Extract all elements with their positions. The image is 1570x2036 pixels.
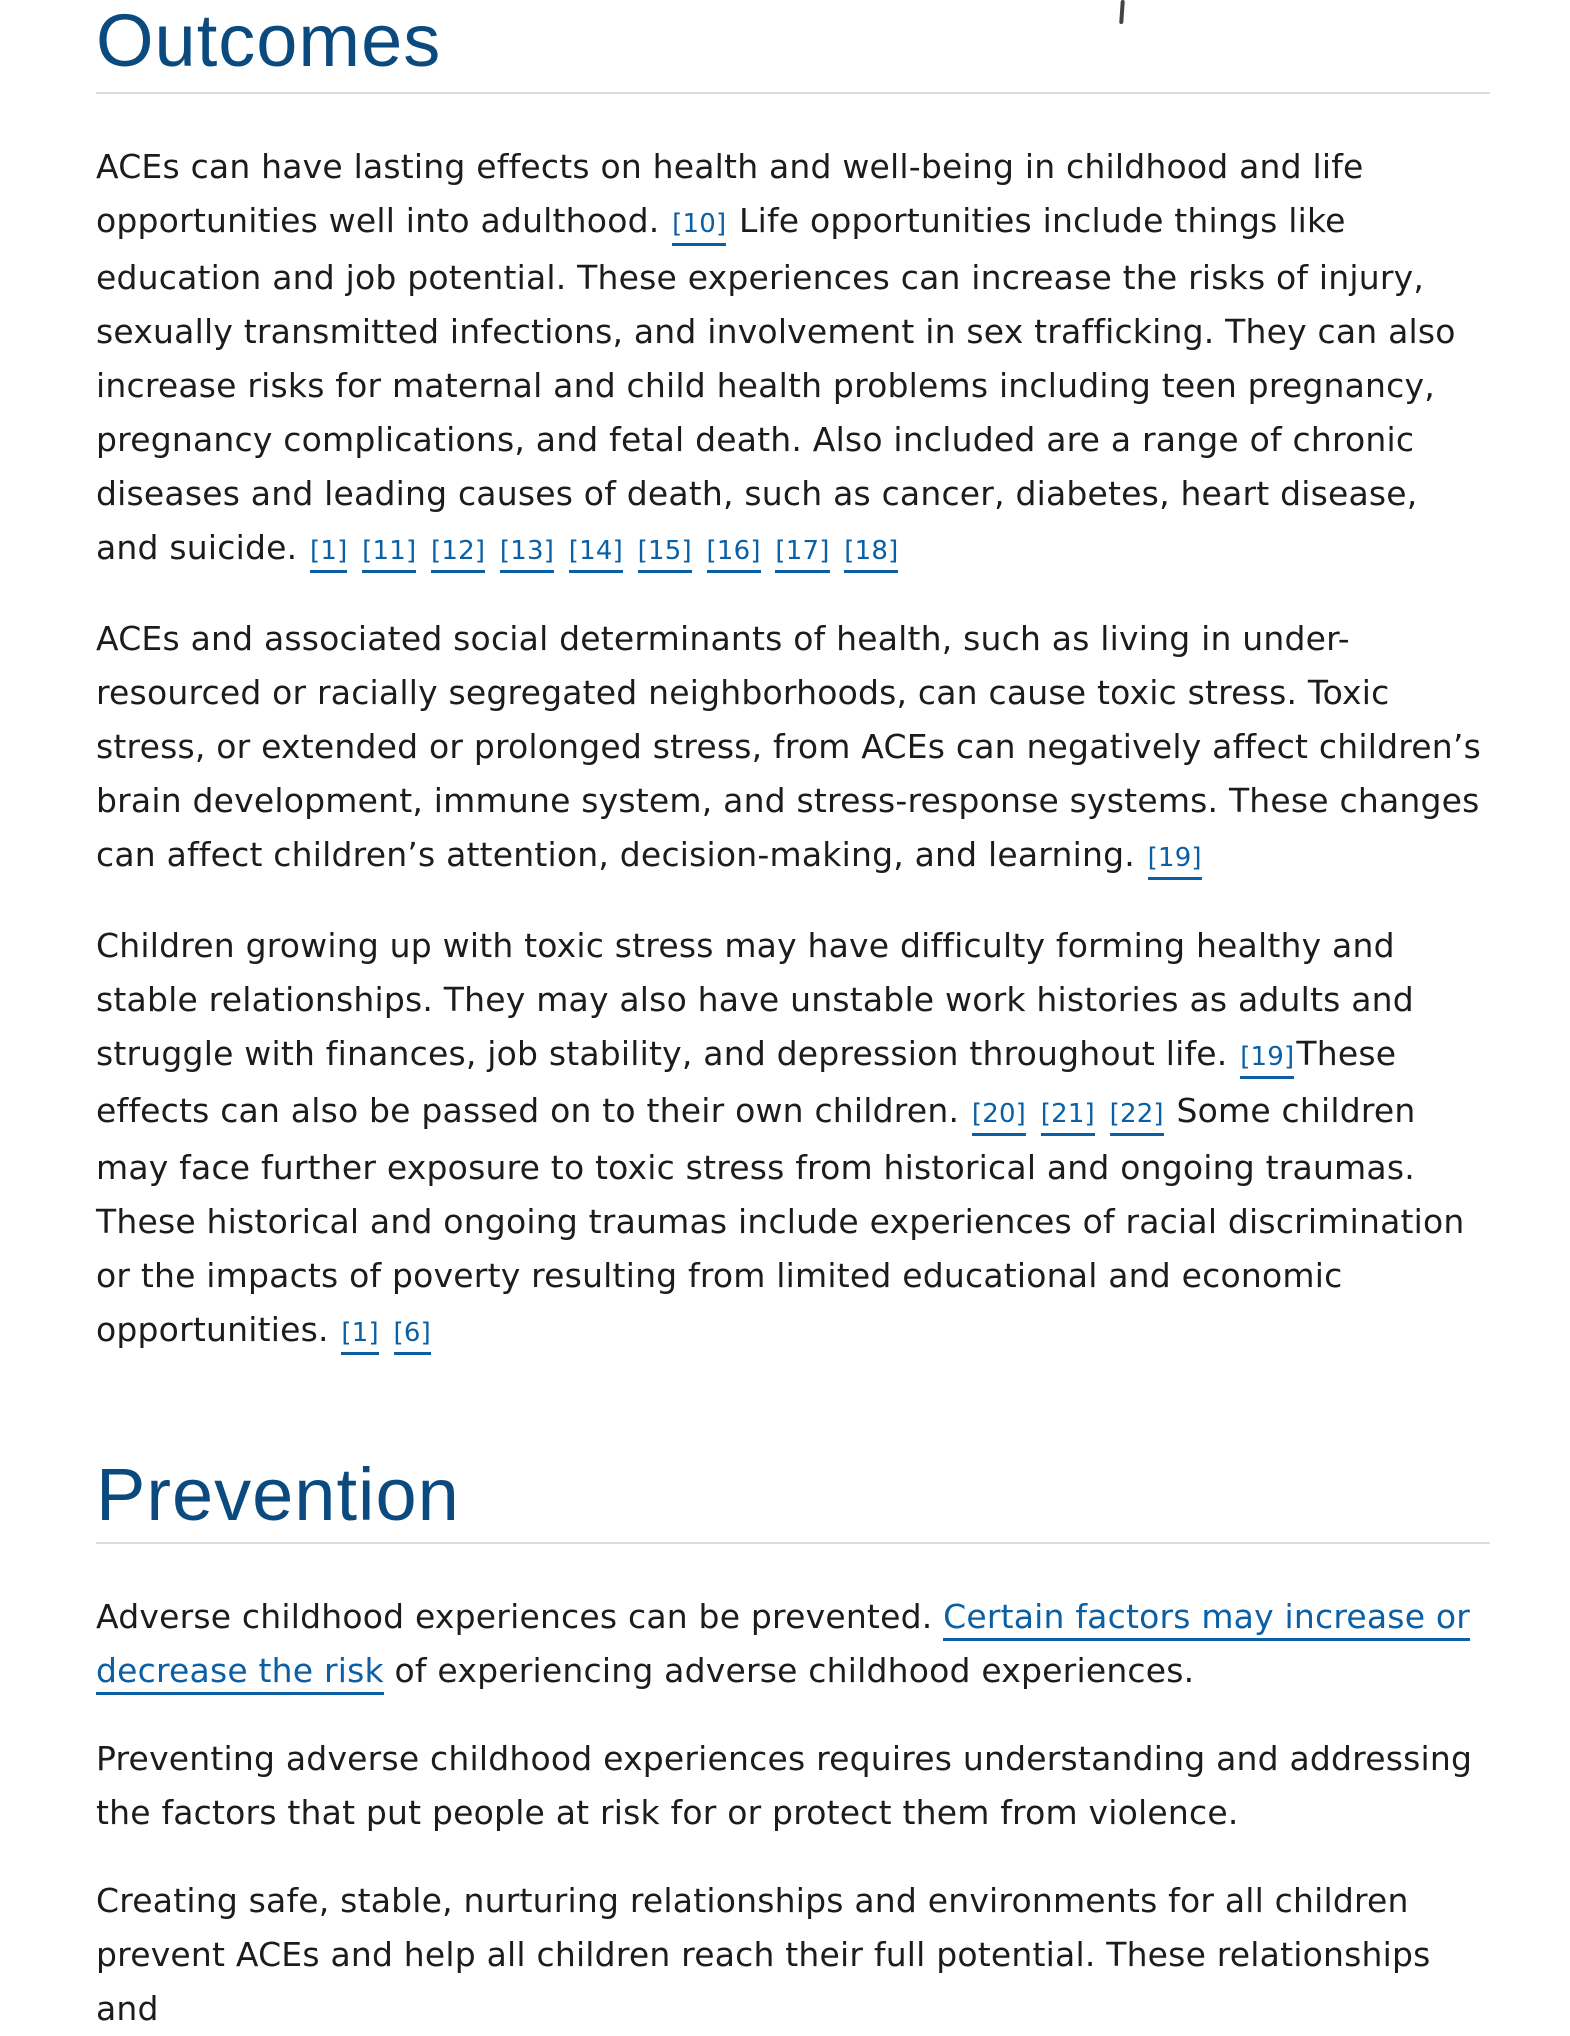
prevention-paragraph-3: Creating safe, stable, nurturing relationships and environments for all children prevent ACEs and help all children reach their full potential. These relationships and: [96, 1881, 1431, 2028]
section-outcomes: [96, 0, 1490, 1360]
heading-divider: [96, 1542, 1490, 1544]
citation-link[interactable]: [1]: [310, 536, 347, 573]
risk-factors-link[interactable]: Certain factors may increase or decrease the risk: [96, 1597, 1470, 1695]
text: of experiencing adverse childhood experiences.: [383, 1651, 1195, 1690]
citation-link[interactable]: [12]: [431, 536, 485, 573]
outcomes-paragraph-2: [96, 612, 1490, 885]
heading-divider: [96, 92, 1490, 94]
text: Some children may face further exposure to toxic stress from historical and ongoing traumas. These historical and ongoing traumas include experiences of racial discrimination or the impacts of poverty resulting from limited educational and economic opportunities.: [96, 1091, 1465, 1349]
citation-link[interactable]: [22]: [1110, 1099, 1164, 1136]
text: ACEs can have lasting effects on health and well-being in childhood and life opportunities well into adulthood.: [96, 147, 1364, 240]
citation-link[interactable]: [21]: [1041, 1099, 1095, 1136]
prevention-heading: Prevention: [96, 1453, 460, 1536]
citation-link[interactable]: [1]: [341, 1318, 378, 1355]
prevention-paragraph-1: [96, 1590, 1490, 1698]
text: These effects can also be passed on to their own children.: [96, 1034, 1397, 1130]
outcomes-paragraph-1: [96, 140, 1490, 578]
prevention-paragraph-2: Preventing adverse childhood experiences requires understanding and addressing the factors that put people at risk for or protect them from violence.: [96, 1739, 1473, 1832]
outcomes-heading: Outcomes: [96, 0, 442, 82]
section-prevention: [96, 1453, 1490, 2036]
text: Life opportunities include things like education and job potential. These experiences can increase the risks of injury, sexually transmitted infections, and involvement in sex trafficking. They can also increase risks for maternal and child health problems including teen pregnancy, pregnancy complications, and fetal death. Also included are a range of chronic diseases and leading causes of death, such as cancer, diabetes, heart disease, and suicide.: [96, 201, 1456, 567]
citation-link[interactable]: [17]: [775, 536, 829, 573]
citation-link[interactable]: [13]: [500, 536, 554, 573]
citation-link[interactable]: [11]: [362, 536, 416, 573]
outcomes-paragraph-3: [96, 919, 1490, 1360]
citation-link[interactable]: [19]: [1148, 843, 1202, 880]
citation-link[interactable]: [20]: [972, 1099, 1026, 1136]
citation-link[interactable]: [15]: [638, 536, 692, 573]
article-content: [96, 0, 1490, 2036]
citation-link[interactable]: [6]: [394, 1318, 431, 1355]
text: Children growing up with toxic stress may have difficulty forming healthy and stable relationships. They may also have unstable work histories as adults and struggle with finances, job stability, and depression throughout life.: [96, 926, 1414, 1073]
text: ACEs and associated social determinants of health, such as living in under-resourced or racially segregated neighborhoods, can cause toxic stress. Toxic stress, or extended or prolonged stress, from ACEs can negatively affect children’s brain development, immune system, and stress-response systems. These changes can affect children’s attention, decision-making, and learning.: [96, 619, 1481, 874]
citation-link[interactable]: [16]: [707, 536, 761, 573]
citation-link[interactable]: [10]: [672, 209, 726, 246]
citation-link[interactable]: [18]: [844, 536, 898, 573]
citation-link[interactable]: [19]: [1240, 1042, 1294, 1079]
citation-link[interactable]: [14]: [569, 536, 623, 573]
text: Adverse childhood experiences can be prevented.: [96, 1597, 944, 1636]
